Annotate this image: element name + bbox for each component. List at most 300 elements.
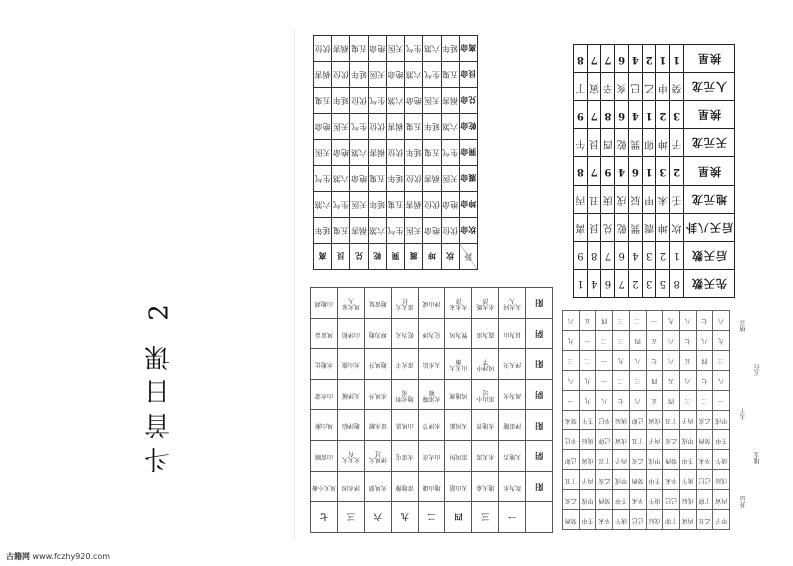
number-table-cell: 2: [656, 241, 670, 269]
ganzhi-cell: 辛未: [663, 470, 680, 490]
number-table-cell: 巽: [629, 213, 643, 241]
ganzhi-cell: 己卯: [629, 410, 646, 430]
star-table-col-header: 震: [405, 244, 423, 270]
number-table-cell: 7: [587, 157, 601, 185]
number-table-cell: 坤: [656, 213, 670, 241]
star-table-row: [314, 192, 478, 218]
star-table-cell: 生气: [350, 114, 368, 140]
hexagram-side-label: 阳: [526, 349, 553, 380]
hexagram-cell: 天风姤: [445, 410, 472, 441]
hexagram-digit: 三: [472, 502, 499, 533]
hexagram-row: [311, 349, 553, 380]
number-table-row-header: 挨星: [684, 101, 735, 129]
hexagram-cell: 山地剥: [311, 288, 338, 319]
ganzhi-row: [563, 311, 730, 331]
star-table-cell: 绝命: [405, 88, 423, 114]
hexagram-cell: 水地比: [311, 349, 338, 380]
ganzhi-cell: 二: [629, 311, 646, 331]
number-table-cell: 巽: [629, 129, 643, 157]
hexagram-cell: 地泽临: [338, 410, 365, 441]
star-table-row-label: 坤命: [459, 192, 477, 218]
ganzhi-cell: 丁丑: [629, 430, 646, 450]
hexagram-cell: 艮为山: [499, 318, 526, 349]
ganzhi-cell: 一: [579, 330, 596, 350]
ganzhi-cell: 七: [613, 390, 630, 410]
number-table-cell: 1: [642, 157, 656, 185]
hexagram-cell: 雷山小过: [472, 379, 499, 410]
ganzhi-cell: 庚午: [713, 450, 730, 470]
ganzhi-cell: 八: [696, 330, 713, 350]
ganzhi-cell: 丙子: [579, 470, 596, 490]
number-table-cell: 3: [642, 241, 656, 269]
star-table-row-label: 震命: [459, 166, 477, 192]
star-table-cell: 天医: [386, 36, 404, 62]
star-table-row: [314, 218, 478, 244]
ganzhi-side-label: 纳音: [740, 320, 747, 332]
star-table-cell: 祸害: [350, 218, 368, 244]
hexagram-cell: 风山渐: [311, 410, 338, 441]
star-table-cell: 祸害: [423, 166, 441, 192]
ganzhi-cell: 乙亥: [696, 410, 713, 430]
number-table-row: [574, 45, 735, 73]
star-table-cell: 绝命: [350, 166, 368, 192]
number-table-cell: 4: [615, 157, 629, 185]
number-table-cell: 2: [670, 157, 684, 185]
star-table-cell: 天医: [441, 166, 459, 192]
star-table-row: [314, 62, 478, 88]
star-table-cell: 六煞: [423, 36, 441, 62]
star-table-cell: 生气: [314, 166, 332, 192]
number-table-cell: 坤: [656, 129, 670, 157]
star-table-cell: 六煞: [332, 166, 350, 192]
hexagram-cell: 天水讼: [418, 349, 445, 380]
number-table-row: [574, 101, 735, 129]
hexagram-cell: 地山谦: [418, 471, 445, 502]
star-table-cell: 延年: [441, 36, 459, 62]
hexagram-cell: 天泽履: [338, 379, 365, 410]
hexagram-cell: 兑为泽: [418, 318, 445, 349]
ganzhi-cell: 戊寅: [646, 410, 663, 430]
ganzhi-cell: 乙亥: [629, 450, 646, 470]
hexagram-cell: 风地观: [445, 379, 472, 410]
ganzhi-cell: 己卯: [563, 450, 580, 470]
hexagram-cell: 地风升: [364, 349, 391, 380]
hexagram-cell: 雷天大壮: [391, 288, 418, 319]
ganzhi-cell: 己巳: [663, 490, 680, 510]
hexagram-digit: 三: [338, 502, 365, 533]
star-table-cell: 天医: [332, 114, 350, 140]
number-table-cell: 寅: [587, 73, 601, 101]
star-table-cell: 五鬼: [423, 140, 441, 166]
number-table-row: [574, 129, 735, 157]
star-table-cell: 延年: [386, 166, 404, 192]
hexagram-cell: 地天泰: [472, 471, 499, 502]
ganzhi-cell: 五: [646, 390, 663, 410]
number-table-cell: 1: [574, 269, 588, 297]
star-table-col-header: 兑: [350, 244, 368, 270]
star-table-cell: 延年: [405, 140, 423, 166]
hexagram-side-label: 阳: [526, 471, 553, 502]
page-fold-line: [294, 30, 295, 540]
ganzhi-table: [562, 310, 730, 530]
ganzhi-cell: 庚辰: [579, 430, 596, 450]
number-table-cell: 7: [587, 45, 601, 73]
ganzhi-col-header: 丙寅: [679, 510, 696, 530]
star-table-cell: 天医: [350, 192, 368, 218]
ganzhi-cell: 八: [629, 350, 646, 370]
star-table-row-label: 坎命: [459, 218, 477, 244]
star-table-cell: 伏位: [405, 166, 423, 192]
hexagram-row: [311, 379, 553, 410]
hexagram-cell: 火山旅: [338, 349, 365, 380]
ganzhi-col-header: 庚午: [613, 510, 630, 530]
hexagram-cell: 震为雷: [472, 318, 499, 349]
star-table-col-header: 坤: [423, 244, 441, 270]
number-table-cell: 8: [574, 157, 588, 185]
number-table-cell: 9: [574, 101, 588, 129]
number-table-row: [574, 241, 735, 269]
ganzhi-cell: 壬申: [713, 430, 730, 450]
ganzhi-cell: 一: [596, 370, 613, 390]
ganzhi-cell: 庚午: [646, 490, 663, 510]
number-table-cell: 7: [601, 45, 615, 73]
star-table-cell: 天医: [423, 88, 441, 114]
ganzhi-col-header: 己巳: [629, 510, 646, 530]
number-table-cell: 震: [642, 213, 656, 241]
number-table-cell: 6: [629, 157, 643, 185]
hexagram-digit: 九: [391, 502, 418, 533]
number-table-row-header: 挨星: [684, 45, 735, 73]
star-table-cell: 延年: [423, 114, 441, 140]
ganzhi-cell: 九: [579, 390, 596, 410]
hexagram-row: [311, 288, 553, 319]
watermark: [6, 551, 110, 562]
hexagram-side-label: 阴: [526, 379, 553, 410]
number-table-cell: 4: [587, 269, 601, 297]
number-table-row-header: 地元龙: [684, 185, 735, 213]
number-table-cell: 4: [629, 241, 643, 269]
number-table-cell: 子: [670, 129, 684, 157]
hexagram-cell: 泽天夬: [499, 349, 526, 380]
ganzhi-cell: 七: [679, 330, 696, 350]
star-table-cell: 延年: [368, 192, 386, 218]
ganzhi-cell: 九: [713, 330, 730, 350]
number-table-row: [574, 269, 735, 297]
star-table-col-header: 乾: [368, 244, 386, 270]
hexagram-cell: 风火家人: [338, 288, 365, 319]
star-table-cell: 延年: [314, 218, 332, 244]
ganzhi-col-header: 戊辰: [646, 510, 663, 530]
hexagram-digit: 四: [445, 502, 472, 533]
ganzhi-cell: 二: [579, 350, 596, 370]
ganzhi-cell: 二: [696, 390, 713, 410]
number-table-cell: 乾: [615, 129, 629, 157]
star-table-col-header: 巽: [386, 244, 404, 270]
number-table-cell: 1: [656, 45, 670, 73]
hexagram-cell: 风泽中孚: [472, 349, 499, 380]
ganzhi-row: [563, 450, 730, 470]
hexagram-table: [310, 287, 553, 533]
ganzhi-side-label: 地支: [754, 452, 761, 464]
ganzhi-cell: 八: [596, 390, 613, 410]
ganzhi-cell: 戊寅: [579, 450, 596, 470]
hexagram-cell: 山风蛊: [391, 410, 418, 441]
number-table-cell: 2: [642, 45, 656, 73]
number-table-cell: 8: [601, 101, 615, 129]
number-table-cell: 1: [670, 241, 684, 269]
ganzhi-cell: 丁丑: [663, 410, 680, 430]
star-table-row-label: 兑命: [459, 88, 477, 114]
number-table-cell: 乙: [642, 73, 656, 101]
ganzhi-cell: 甲戌: [579, 490, 596, 510]
ganzhi-cell: 六: [629, 390, 646, 410]
ganzhi-row: [563, 410, 730, 430]
hexagram-cell: 山天大畜: [445, 349, 472, 380]
ganzhi-cell: 一: [596, 350, 613, 370]
ganzhi-cell: 壬申: [679, 450, 696, 470]
star-table-cell: 绝命: [386, 62, 404, 88]
ganzhi-row: [563, 470, 730, 490]
star-table-cell: 绝命: [332, 140, 350, 166]
star-table-header-row: [314, 244, 478, 270]
number-table: [573, 44, 735, 298]
number-table-cell: 1: [642, 101, 656, 129]
number-table-cell: 9: [601, 157, 615, 185]
number-table-cell: 申: [656, 73, 670, 101]
number-table-cell: 6: [615, 45, 629, 73]
hexagram-digit: 六: [364, 502, 391, 533]
hexagram-cell: 火雷噬嗑: [418, 379, 445, 410]
star-table-row: [314, 140, 478, 166]
number-table-cell: 3: [642, 269, 656, 297]
ganzhi-cell: 七: [646, 350, 663, 370]
ganzhi-cell: 三: [629, 370, 646, 390]
star-table-row-label: 乾命: [459, 114, 477, 140]
ganzhi-col-header: 乙丑: [696, 510, 713, 530]
star-table-cell: 天医: [405, 218, 423, 244]
number-table-cell: 6: [615, 101, 629, 129]
star-table-cell: 生气: [332, 192, 350, 218]
ganzhi-cell: 四: [646, 370, 663, 390]
ganzhi-cell: 甲戌: [679, 430, 696, 450]
ganzhi-cell: 丁丑: [563, 470, 580, 490]
hexagram-blank-cell: [526, 502, 553, 533]
hexagram-digit: 七: [311, 502, 338, 533]
hexagram-cell: 火天大有: [338, 441, 365, 472]
ganzhi-col-header: 壬申: [579, 510, 596, 530]
number-table-cell: 戌: [615, 185, 629, 213]
star-table-cell: 绝命: [441, 192, 459, 218]
star-table-cell: 六煞: [314, 192, 332, 218]
star-table-cell: 六煞: [441, 114, 459, 140]
ganzhi-cell: 丙寅: [713, 490, 730, 510]
hexagram-row: [311, 441, 553, 472]
ganzhi-cell: 六: [713, 311, 730, 331]
hexagram-cell: 巽为风: [445, 318, 472, 349]
hexagram-side-label: 阳: [526, 288, 553, 319]
number-table-cell: 6: [601, 269, 615, 297]
number-table-row-header: 人元龙: [684, 73, 735, 101]
ganzhi-cell: 五: [646, 330, 663, 350]
number-table-row: [574, 213, 735, 241]
star-table-cell: 延年: [350, 62, 368, 88]
ganzhi-cell: 甲戌: [713, 410, 730, 430]
ganzhi-cell: 九: [563, 330, 580, 350]
hexagram-cell: 离为火: [499, 379, 526, 410]
watermark-label: 古籍网: [6, 552, 30, 561]
number-table-cell: 6: [615, 241, 629, 269]
ganzhi-cell: 丙子: [646, 430, 663, 450]
number-table-cell: 7: [587, 101, 601, 129]
star-table-cell: 延年: [332, 88, 350, 114]
star-table: [313, 35, 478, 270]
number-table-cell: 3: [656, 157, 670, 185]
ganzhi-cell: 八: [713, 370, 730, 390]
ganzhi-cell: 六: [663, 330, 680, 350]
ganzhi-cell: 戊辰: [679, 490, 696, 510]
hexagram-digit: 一: [499, 502, 526, 533]
hexagram-cell: 雷风恒: [445, 441, 472, 472]
number-table-row-header: 天元龙: [684, 129, 735, 157]
number-table-cell: 辰: [629, 185, 643, 213]
star-table-cell: 五鬼: [441, 62, 459, 88]
ganzhi-col-header: 辛未: [596, 510, 613, 530]
hexagram-cell: 水火既济: [472, 288, 499, 319]
hexagram-cell: 雷水解: [364, 410, 391, 441]
star-table-col-header: 离: [314, 244, 332, 270]
hexagram-cell: 泽雷随: [499, 410, 526, 441]
star-table-corner: 卦: [459, 244, 477, 270]
ganzhi-cell: 六: [663, 350, 680, 370]
number-table-cell: 兑: [601, 213, 615, 241]
ganzhi-cell: 庚辰: [613, 410, 630, 430]
ganzhi-cell: 壬申: [646, 470, 663, 490]
hexagram-cell: 火水未济: [445, 288, 472, 319]
number-table-cell: 艮: [587, 129, 601, 157]
number-table-cell: 9: [574, 241, 588, 269]
ganzhi-cell: 乙亥: [596, 470, 613, 490]
ganzhi-row: [563, 330, 730, 350]
ganzhi-cell: 辛未: [696, 450, 713, 470]
number-table-cell: 丙: [574, 185, 588, 213]
hexagram-cell: 泽风大过: [364, 441, 391, 472]
number-table-cell: 离: [574, 213, 588, 241]
star-table-cell: 绝命: [368, 36, 386, 62]
ganzhi-col-header: 丁卯: [663, 510, 680, 530]
number-table-cell: 亥: [615, 73, 629, 101]
ganzhi-cell: 辛未: [629, 490, 646, 510]
ganzhi-cell: 三: [679, 390, 696, 410]
ganzhi-cell: 辛巳: [563, 430, 580, 450]
ganzhi-row: [563, 490, 730, 510]
star-table-row-label: 巽命: [459, 140, 477, 166]
number-table-cell: 7: [601, 241, 615, 269]
hexagram-digit: 二: [418, 502, 445, 533]
ganzhi-row: [563, 390, 730, 410]
number-table-cell: 1: [670, 45, 684, 73]
ganzhi-row: [563, 370, 730, 390]
ganzhi-cell: 甲戌: [646, 450, 663, 470]
number-table-row-header: 先天数: [684, 269, 735, 297]
ganzhi-side-labels: [735, 310, 769, 540]
ganzhi-cell: 八: [679, 311, 696, 331]
hexagram-cell: 乾为天: [391, 318, 418, 349]
ganzhi-cell: 甲戌: [613, 470, 630, 490]
hexagram-cell: 水雷屯: [391, 441, 418, 472]
number-table-cell: 甲: [642, 185, 656, 213]
star-table-cell: 伏位: [332, 62, 350, 88]
ganzhi-cell: 三: [613, 330, 630, 350]
number-table-cell: 4: [629, 45, 643, 73]
ganzhi-cell: 六: [563, 311, 580, 331]
hexagram-cell: 泽山咸: [418, 288, 445, 319]
number-table-cell: 酉: [601, 129, 615, 157]
ganzhi-row: [563, 430, 730, 450]
ganzhi-cell: 五: [663, 370, 680, 390]
ganzhi-cell: 一: [563, 390, 580, 410]
number-table-cell: 坎: [670, 213, 684, 241]
star-table-cell: 五鬼: [386, 192, 404, 218]
ganzhi-cell: 庚午: [679, 470, 696, 490]
star-table-cell: 五鬼: [368, 166, 386, 192]
ganzhi-side-label: 五行: [754, 364, 761, 376]
number-table-cell: 7: [615, 269, 629, 297]
hexagram-cell: 雷地豫: [391, 471, 418, 502]
hexagram-cell: 火风鼎: [364, 471, 391, 502]
ganzhi-cell: 癸酉: [629, 470, 646, 490]
star-table-row: [314, 36, 478, 62]
hexagram-cell: 天火同人: [499, 288, 526, 319]
star-table-cell: 绝命: [314, 114, 332, 140]
ganzhi-cell: 癸未: [563, 410, 580, 430]
ganzhi-cell: 五: [679, 350, 696, 370]
ganzhi-cell: 丁丑: [596, 450, 613, 470]
ganzhi-cell: 七: [696, 311, 713, 331]
hexagram-side-label: 阴: [526, 318, 553, 349]
star-table-cell: 六煞: [368, 218, 386, 244]
hexagram-cell: 山雷颐: [311, 441, 338, 472]
ganzhi-cell: 壬午: [579, 410, 596, 430]
ganzhi-cell: 一: [646, 311, 663, 331]
ganzhi-cell: 四: [629, 330, 646, 350]
ganzhi-header-row: [563, 510, 730, 530]
star-table-cell: 祸害: [368, 140, 386, 166]
star-table-cell: 伏位: [314, 36, 332, 62]
number-table-row: [574, 185, 735, 213]
number-table-cell: 8: [670, 269, 684, 297]
number-table-cell: 乾: [615, 213, 629, 241]
star-table-row: [314, 166, 478, 192]
hexagram-cell: 山火贲: [418, 441, 445, 472]
ganzhi-cell: 丙子: [613, 450, 630, 470]
ganzhi-cell: 四: [663, 390, 680, 410]
star-table-cell: 五鬼: [314, 88, 332, 114]
ganzhi-cell: 九: [613, 350, 630, 370]
ganzhi-cell: 六: [679, 370, 696, 390]
ganzhi-cell: 乙亥: [663, 430, 680, 450]
star-table-row-label: 艮命: [459, 62, 477, 88]
ganzhi-cell: 四: [696, 350, 713, 370]
star-table-cell: 天医: [314, 140, 332, 166]
star-table-cell: 生气: [405, 36, 423, 62]
star-table-cell: 绝命: [423, 218, 441, 244]
hexagram-cell: 天山遁: [445, 471, 472, 502]
ganzhi-cell: 九: [579, 370, 596, 390]
number-table-cell: 4: [629, 101, 643, 129]
star-table-cell: 生气: [386, 218, 404, 244]
star-table-cell: 伏位: [441, 218, 459, 244]
ganzhi-cell: 二: [596, 330, 613, 350]
